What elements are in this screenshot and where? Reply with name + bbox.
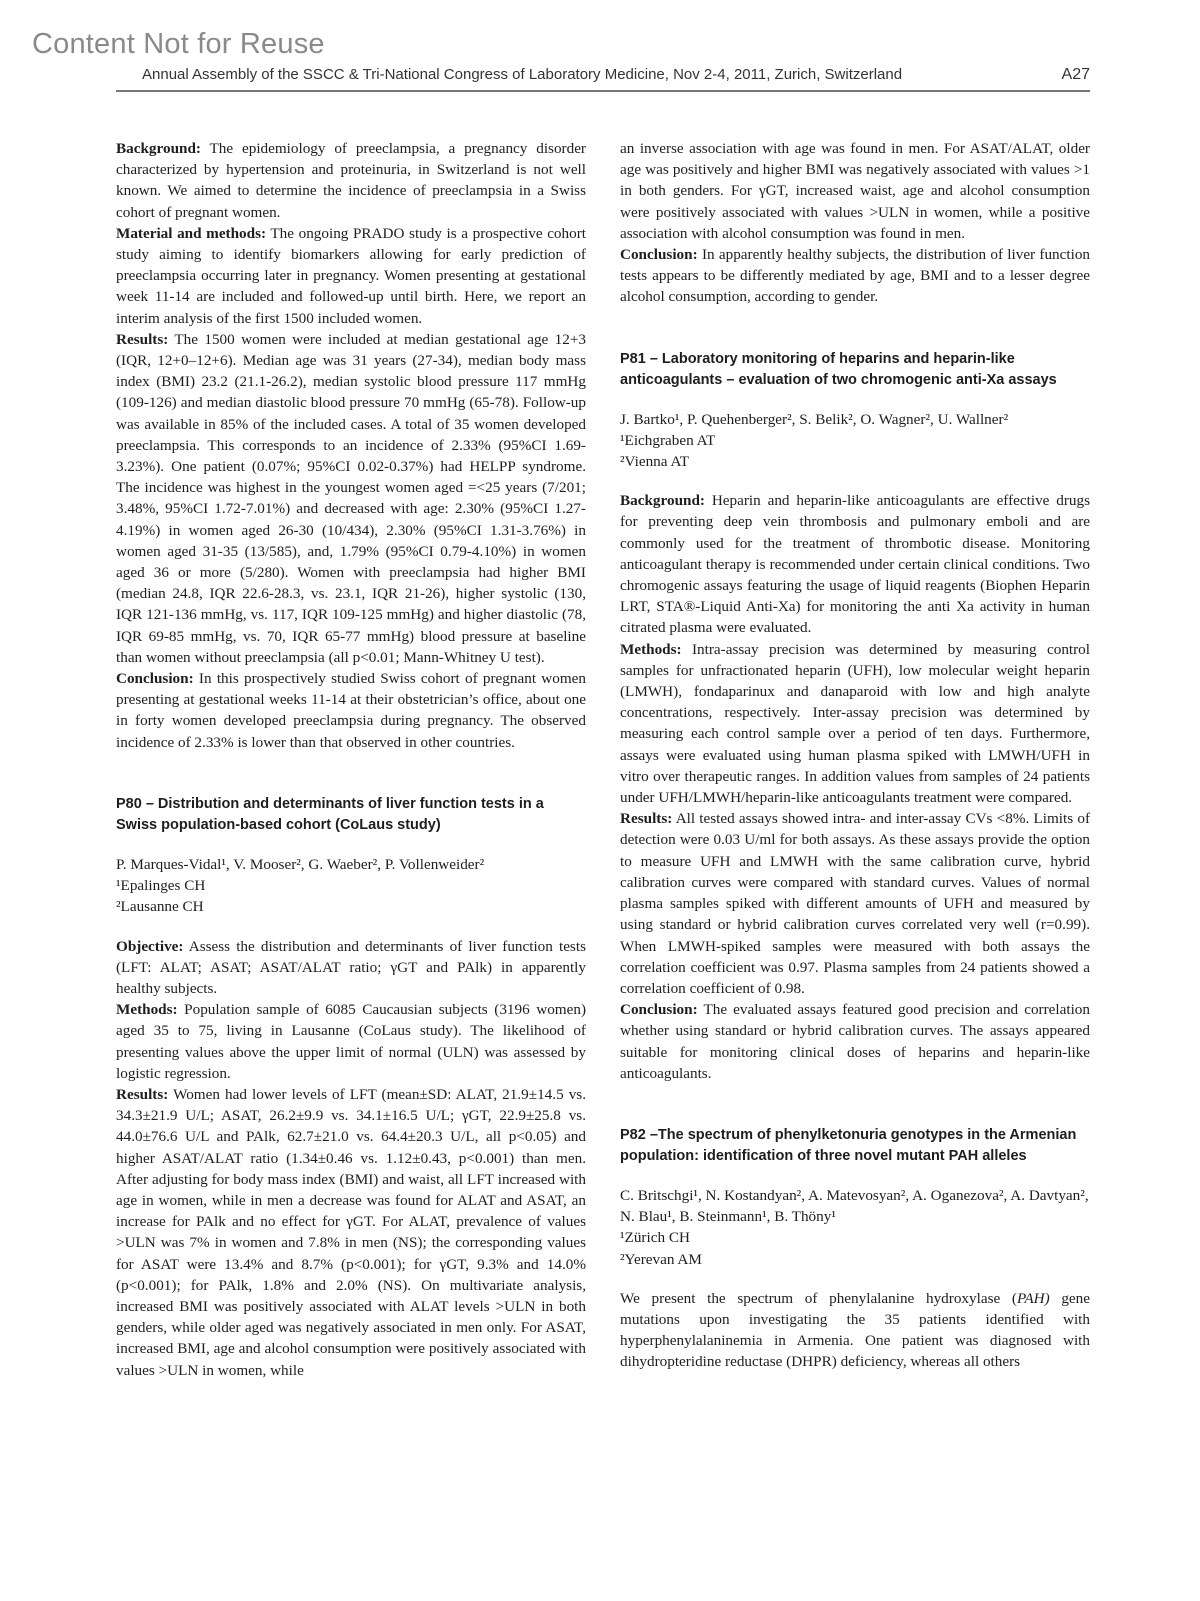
section-label: Conclusion: xyxy=(620,1001,698,1019)
paragraph-text: Population sample of 6085 Caucausian subjects (3196 women) aged 35 to 75, living in Lausanne (CoLaus study). The likelihood of presenting values above the upper limit of normal (ULN) was assessed by logistic regression. xyxy=(116,1001,587,1082)
paragraph-text: gene mutations upon investigating the 35 patients identified with hyperphenylalaninemia in Armenia. One patient was diagnosed with dihydropteridine reductase (DHPR) deficiency, whereas all others xyxy=(620,1289,1090,1371)
gene-name: PAH) xyxy=(1017,1289,1050,1307)
paragraph xyxy=(620,639,1090,809)
paragraph-text: Intra-assay precision was determined by measuring control samples for unfractionated heparin (UFH), low molecular weight heparin (LMWH), fondaparinux and danaparoid with low and high analyte concentrations, respectively. Inter-assay precision was determined by measuring each control sample over a period of ten days. Furthermore, assays were evaluated using human plasma spiked with LMWH/UFH in vitro over therapeutic ranges. In addition values from samples of 24 patients under UFH/LMWH/heparin-like anticoagulants treatment were compared. xyxy=(620,640,1090,807)
affiliation: ¹Epalinges CH xyxy=(116,877,206,895)
paragraph-text: The evaluated assays featured good precision and correlation whether using standard or hybrid calibration curves. The assays appeared suitable for monitoring clinical doses of heparins and heparin-like anticoagulants. xyxy=(620,1001,1090,1082)
paragraph xyxy=(116,1084,586,1381)
affiliation: ²Lausanne CH xyxy=(116,898,204,916)
watermark: Content Not for Reuse xyxy=(32,28,325,60)
conference-title: Annual Assembly of the SSCC & Tri-National Congress of Laboratory Medicine, Nov 2-4, 2011, Zurich, Switzerland xyxy=(142,66,903,83)
section-label: Background: xyxy=(620,492,705,510)
section-label: Methods: xyxy=(620,640,682,658)
paragraph-text: We present the spectrum of phenylalanine hydroxylase ( xyxy=(620,1289,1017,1307)
paragraph xyxy=(620,808,1090,999)
affiliation: ²Yerevan AM xyxy=(620,1250,702,1268)
section-label: Objective: xyxy=(116,937,184,955)
section-label: Material and methods: xyxy=(116,224,267,242)
author-list: J. Bartko¹, P. Quehenberger², S. Belik², O. Wagner², U. Wallner² xyxy=(620,410,1009,428)
author-block xyxy=(116,854,586,918)
abstract-title: P82 –The spectrum of phenylketonuria genotypes in the Armenian population: identification of three novel mutant PAH alleles xyxy=(620,1126,1077,1164)
section-label: Results: xyxy=(116,330,169,348)
paragraph-text: Women had lower levels of LFT (mean±SD: ALAT, 21.9±14.5 vs. 34.3±21.9 U/L; ASAT, 26.2±9.9 vs. 34.1±16.5 U/L; γGT, 22.9±25.8 vs. 44.0±76.6 U/L and PAlk, 62.7±21.0 vs. 64.4±20.3 U/L, all p<0.05) and higher ASAT/ALAT ratio (1.34±0.46 vs. 1.12±0.43, p<0.001) than men. After adjusting for body mass index (BMI) and waist, all LFT increased with age in women, while in men a decrease was found for ALAT and ASAT, an increase for PAlk and no effect for γGT. For ALAT, prevalence of values >ULN was 7% in women and 7.8% in men (NS); the corresponding values for ASAT were 13.4% and 8.7% (p<0.001); for γGT, 9.3% and 14.0% (p<0.001); for PAlk, 1.8% and 2.0% (NS). On multivariate analysis, increased BMI was positively associated with ALAT levels >ULN in both genders, while older aged was negatively associated in men only. For ASAT, increased BMI, age and alcohol consumption were positively associated with values >ULN in women, while xyxy=(116,1085,587,1379)
affiliation: ¹Eichgraben AT xyxy=(620,431,716,449)
paragraph-text: The 1500 women were included at median gestational age 12+3 (IQR, 12+0–12+6). Median age was 31 years (27-34), median body mass index (BMI) 23.2 (21.1-26.2), median systolic blood pressure 117 mmHg (109-126) and median diastolic blood pressure 70 mmHg (65-78). Follow-up was available in 85% of the included cases. A total of 35 women developed preeclampsia. This corresponds to an incidence of 2.33% (95%CI 1.69-3.23%). One patient (0.07%; 95%CI 0.02-0.37%) had HELPP syndrome. The incidence was highest in the youngest women aged =<25 years (7/201; 3.48%, 95%CI 1.72-7.01%) and decreased with age: 2.30% (95%CI 1.27-4.19%) in women aged 26-30 (10/434), 2.30% (95%CI 1.31-3.76%) in women aged 31-35 (13/585), and, 1.79% (95%CI 0.79-4.10%) in women aged 36 or more (5/280). Women with preeclampsia had higher BMI (median 24.8, IQR 22.6-28.3, vs. 23.1, IQR 21-26), higher systolic (130, IQR 121-136 mmHg, vs. 117, IQR 109-125 mmHg) and higher diastolic (78, IQR 69-85 mmHg, vs. 70, IQR 65-77 mmHg) blood pressure at baseline than women without preeclampsia (all p<0.01; Mann-Whitney U test). xyxy=(116,330,586,666)
paragraph xyxy=(116,329,586,668)
paragraph-text: Assess the distribution and determinants of liver function tests (LFT: ALAT; ASAT; ASAT/ALAT ratio; γGT and PAlk) in apparently healthy subjects. xyxy=(116,937,586,997)
right-column xyxy=(620,138,1090,1373)
author-list: C. Britschgi¹, N. Kostandyan², A. Matevosyan², A. Oganezova², A. Davtyan², N. Blau¹, B. Steinmann¹, B. Thöny¹ xyxy=(620,1186,1089,1226)
paragraph xyxy=(116,668,586,753)
header-rule xyxy=(116,90,1090,92)
paragraph xyxy=(620,244,1090,308)
abstract-title: P81 – Laboratory monitoring of heparins and heparin-like anticoagulants – evaluation of two chromogenic anti-Xa assays xyxy=(620,350,1057,388)
running-header xyxy=(142,66,1090,84)
section-label: Results: xyxy=(620,810,673,828)
author-list: P. Marques-Vidal¹, V. Mooser², G. Waeber², P. Vollenweider² xyxy=(116,855,485,873)
section-label: Conclusion: xyxy=(620,246,698,264)
section-label: Conclusion: xyxy=(116,670,194,688)
paragraph xyxy=(116,138,586,223)
paragraph-text: All tested assays showed intra- and inter-assay CVs <8%. Limits of detection were 0.03 U/ml for both assays. As these assays provide the option to measure UFH and LMWH with the same calibration curve, hybrid calibration curves were compared with standard curves. Values of normal plasma samples spiked with different amounts of UFH and measured by using standard or hybrid calibration curves correlated very well (r=0.99). When LMWH-spiked samples were measured with both assays the correlation coefficient was 0.97. Plasma samples from 24 patients showed a correlation coefficient of 0.98. xyxy=(620,810,1090,997)
paragraph-text: In this prospectively studied Swiss cohort of pregnant women presenting at gestational weeks 11-14 at their obstetrician’s office, about one in forty women developed preeclampsia during pregnancy. The observed incidence of 2.33% is lower than that observed in other countries. xyxy=(116,670,586,751)
affiliation: ²Vienna AT xyxy=(620,453,690,471)
paragraph xyxy=(620,490,1090,638)
paragraph xyxy=(116,223,586,329)
author-block xyxy=(620,1185,1090,1270)
section-label: Background: xyxy=(116,140,201,157)
paragraph xyxy=(116,936,586,1000)
left-column xyxy=(116,138,586,1381)
paragraph: an inverse association with age was found in men. For ASAT/ALAT, older age was positively and higher BMI was negatively associated with values >1 in both genders. For γGT, increased waist, age and alcohol consumption were positively associated with values >ULN in women, while a positive association with alcohol consumption was found in men. xyxy=(620,140,1090,242)
paragraph-text: In apparently healthy subjects, the distribution of liver function tests appears to be differently mediated by age, BMI and to a lesser degree alcohol consumption, according to gender. xyxy=(620,246,1091,306)
affiliation: ¹Zürich CH xyxy=(620,1229,690,1247)
paragraph-text: The ongoing PRADO study is a prospective cohort study aiming to identify biomarkers allowing for early prediction of preeclampsia occurring later in pregnancy. Women presenting at gestational week 11-14 are included and followed-up until birth. Here, we report an interim analysis of the first 1500 included women. xyxy=(116,224,586,327)
paragraph-text: Heparin and heparin-like anticoagulants are effective drugs for preventing deep vein thrombosis and pulmonary emboli and are commonly used for the treatment of thrombotic disease. Monitoring anticoagulant therapy is recommended under certain clinical conditions. Two chromogenic assays featuring the usage of liquid reagents (Biophen Heparin LRT, STA®-Liquid Anti-Xa) for monitoring the anti Xa activity in human citrated plasma were evaluated. xyxy=(620,492,1091,637)
paragraph xyxy=(116,999,586,1084)
paragraph-text: The epidemiology of preeclampsia, a pregnancy disorder characterized by hypertension and proteinuria, in Switzerland is not well known. We aimed to determine the incidence of preeclampsia in a Swiss cohort of pregnant women. xyxy=(116,140,586,221)
section-label: Methods: xyxy=(116,1001,178,1019)
author-block xyxy=(620,409,1090,473)
paragraph xyxy=(620,1288,1090,1373)
page-number: A27 xyxy=(1061,66,1090,83)
abstract-title: P80 – Distribution and determinants of liver function tests in a Swiss population-based cohort (CoLaus study) xyxy=(116,795,544,833)
paragraph xyxy=(620,999,1090,1084)
section-label: Results: xyxy=(116,1085,169,1103)
